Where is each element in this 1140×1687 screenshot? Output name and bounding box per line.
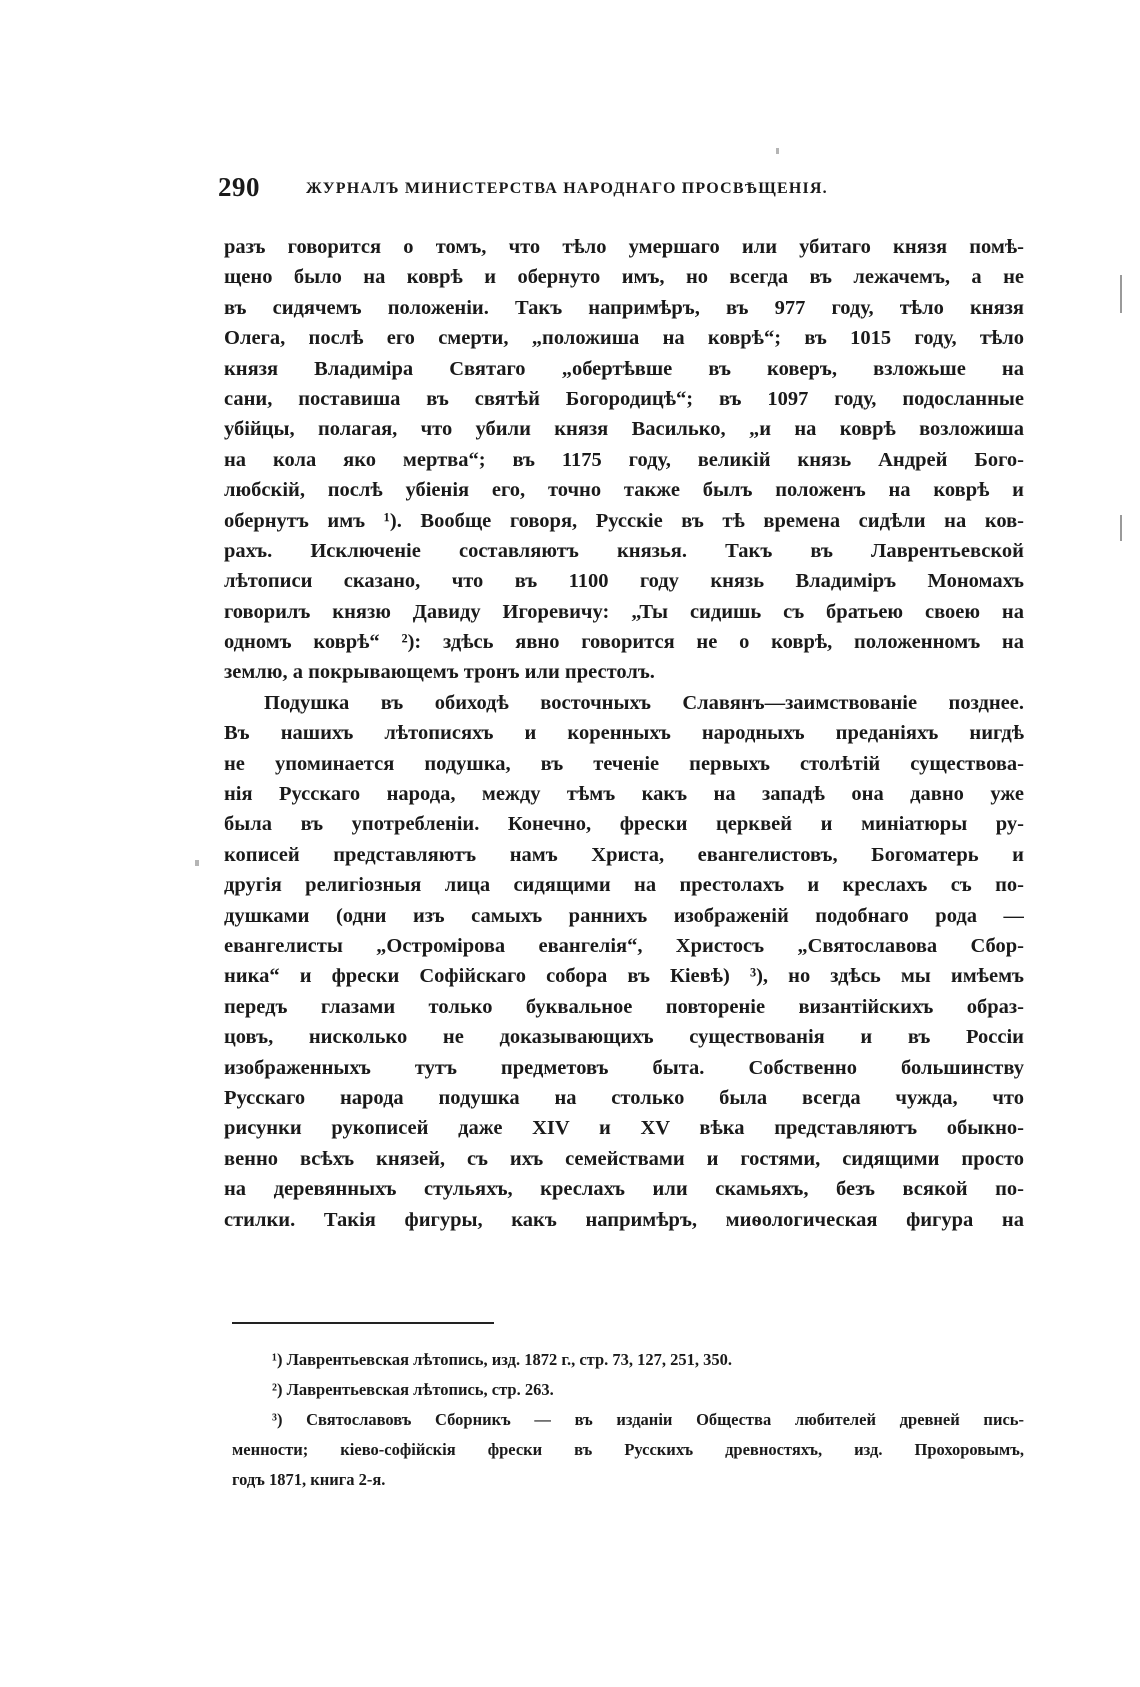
footnote-2: ²) Лаврентьевская лѣтопись, стр. 263. <box>272 1380 554 1399</box>
text-line: другія религіозныя лица сидящими на престолахъ и креслахъ съ по- <box>224 874 1024 897</box>
text-line: князя Владиміра Святаго „обертѣвше въ коверъ, взложьше на <box>224 357 1024 380</box>
footnote-1: ¹) Лаврентьевская лѣтопись, изд. 1872 г., стр. 73, 127, 251, 350. <box>272 1350 733 1369</box>
text-line: Въ нашихъ лѣтописяхъ и коренныхъ народныхъ преданіяхъ нигдѣ <box>224 722 1024 745</box>
text-line: въ сидячемъ положеніи. Такъ напримѣръ, въ 977 году, тѣло князя <box>224 296 1024 319</box>
text-line: передъ глазами только буквальное повтореніе византійскихъ образ- <box>224 995 1024 1018</box>
footnote-3: ³) Святославовъ Сборникъ — въ изданіи Общества любителей древней пись- <box>272 1410 1024 1429</box>
text-line: стилки. Такія фигуры, какъ напримѣръ, миѳологическая фигура на <box>224 1208 1024 1231</box>
text-line: изображенныхъ тутъ предметовъ быта. Собственно большинству <box>224 1056 1024 1079</box>
margin-scan-mark <box>776 148 779 154</box>
running-title: ЖУРНАЛЪ МИНИСТЕРСТВА НАРОДНАГО ПРОСВѢЩЕНІЯ. <box>306 180 828 197</box>
text-line: убійцы, полагая, что убили князя Василько, „и на коврѣ возложиша <box>224 418 1024 441</box>
margin-scan-mark <box>1120 515 1122 541</box>
text-line: на кола яко мертва“; въ 1175 году, великій князь Андрей Бого- <box>224 448 1024 471</box>
text-line: лѣтописи сказано, что въ 1100 году князь Владиміръ Мономахъ <box>224 570 1024 593</box>
footnote-3-end: годъ 1871, книга 2-я. <box>232 1470 386 1489</box>
text-line: ника“ и фрески Софійскаго собора въ Кіевѣ) ³), но здѣсь мы имѣемъ <box>224 965 1024 988</box>
text-line: венно всѣхъ князей, съ ихъ семействами и гостями, сидящими просто <box>224 1147 1024 1170</box>
text-line: евангелисты „Остромірова евангелія“, Христосъ „Святославова Сбор- <box>224 934 1024 957</box>
text-line: щено было на коврѣ и обернуто имъ, но всегда въ лежачемъ, а не <box>224 266 1024 289</box>
text-line: кописей представляютъ намъ Христа, евангелистовъ, Богоматерь и <box>224 843 1024 866</box>
text-line: душками (одни изъ самыхъ раннихъ изображеній подобнаго рода — <box>224 904 1024 927</box>
text-line: на деревянныхъ стульяхъ, креслахъ или скамьяхъ, безъ всякой по- <box>224 1178 1024 1201</box>
text-line: землю, а покрывающемъ тронъ или престолъ. <box>224 661 655 684</box>
text-line: рахъ. Исключеніе составляютъ князья. Такъ въ Лаврентьевской <box>224 539 1024 562</box>
text-line: обернутъ имъ ¹). Вообще говоря, Русскіе въ тѣ времена сидѣли на ков- <box>224 509 1024 532</box>
text-line: Олега, послѣ его смерти, „положиша на коврѣ“; въ 1015 году, тѣло <box>224 327 1024 350</box>
text-line: рисунки рукописей даже XIV и XV вѣка представляютъ обыкно- <box>224 1117 1024 1140</box>
text-line: цовъ, нисколько не доказывающихъ существованія и въ Россіи <box>224 1026 1024 1049</box>
body-text <box>224 232 1024 1235</box>
paragraph-start-line: Подушка въ обиходѣ восточныхъ Славянъ—заимствованіе позднее. <box>264 691 1024 714</box>
text-line: не упоминается подушка, въ теченіе первыхъ столѣтій существова- <box>224 752 1024 775</box>
footnote-3-continued: менности; кіево-софійскія фрески въ Русскихъ древностяхъ, изд. Прохоровымъ, <box>232 1440 1024 1459</box>
text-line: была въ употребленіи. Конечно, фрески церквей и миніатюры ру- <box>224 813 1024 836</box>
page-header <box>218 172 1018 206</box>
margin-scan-mark <box>1120 275 1122 313</box>
text-line: разъ говорится о томъ, что тѣло умершаго или убитаго князя помѣ- <box>224 236 1024 258</box>
text-line: Русскаго народа подушка на столько была всегда чужда, что <box>224 1086 1024 1109</box>
page-number: 290 <box>218 172 260 202</box>
footnote-divider <box>232 1322 494 1324</box>
footnotes <box>232 1345 1024 1495</box>
text-line: говорилъ князю Давиду Игоревичу: „Ты сидишь съ братьею своею на <box>224 600 1024 623</box>
text-line: сани, поставиша въ святѣй Богородицѣ“; въ 1097 году, подосланные <box>224 387 1024 410</box>
text-line: нія Русскаго народа, между тѣмъ какъ на западѣ она давно уже <box>224 783 1024 806</box>
margin-scan-mark <box>195 860 199 866</box>
text-line: одномъ коврѣ“ ²): здѣсь явно говорится не о коврѣ, положенномъ на <box>224 631 1024 654</box>
text-line: любскій, послѣ убіенія его, точно также былъ положенъ на коврѣ и <box>224 479 1024 502</box>
